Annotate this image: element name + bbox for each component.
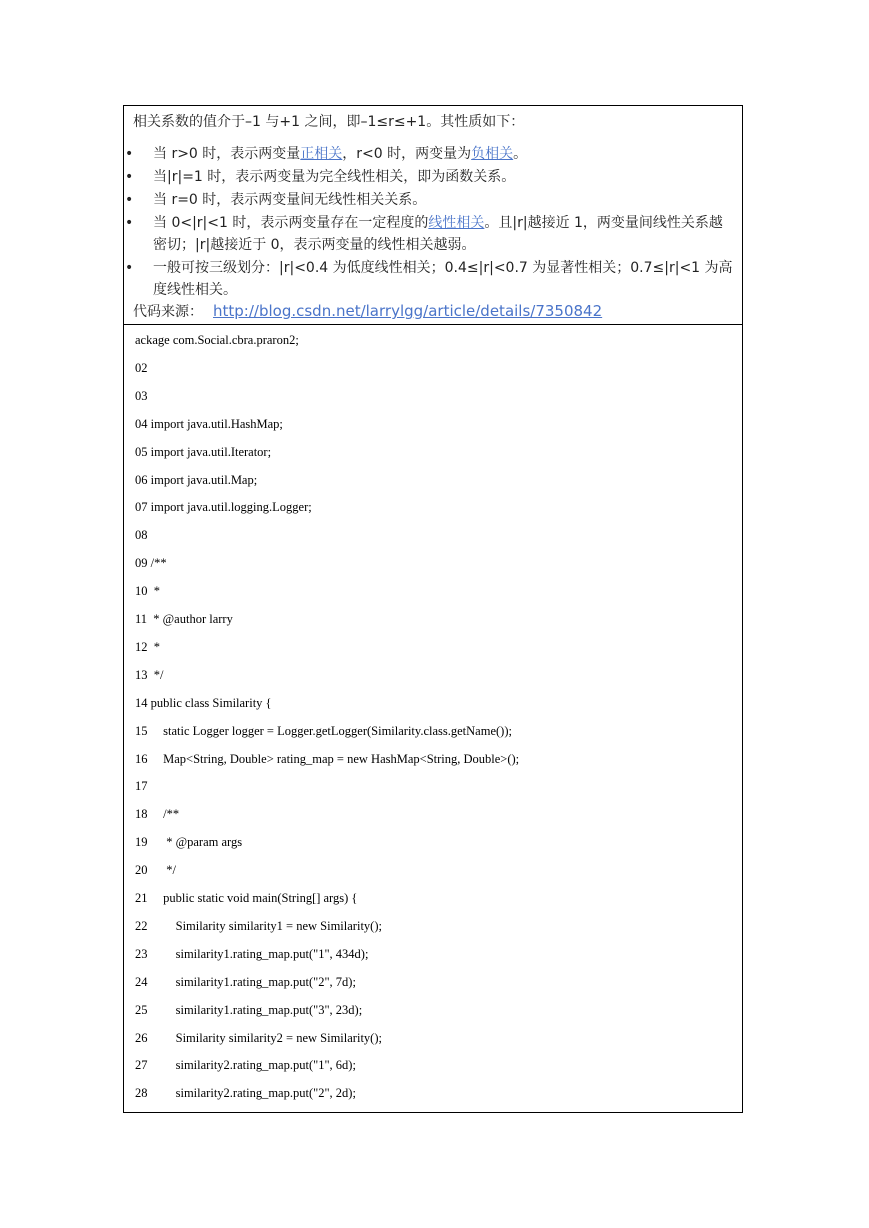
property-item [124,166,736,188]
code-line: 15 static Logger logger = Logger.getLogger(Similarity.class.getName()); [135,723,512,738]
code-line: 06 import java.util.Map; [135,472,258,487]
bullet-text: 当 0<|r|<1 时，表示两变量存在一定程度的 [153,215,429,231]
code-line: 08 [135,528,148,543]
bullet-icon: • [125,260,134,276]
code-line: 18 /** [135,807,180,822]
bullet-text: 当|r|=1 时，表示两变量为完全线性相关，即为函数关系。 [153,169,516,185]
code-line: 12 * [135,639,160,654]
source-label: 代码来源： [133,304,203,320]
bullet-icon: • [125,146,134,162]
code-line: 14 public class Similarity { [135,695,272,710]
code-line: 23 similarity1.rating_map.put("1", 434d); [135,946,369,961]
code-line: 22 Similarity similarity1 = new Similarity(); [135,918,382,933]
code-line: 25 similarity1.rating_map.put("3", 23d); [135,1002,363,1017]
property-list [124,143,736,302]
code-line: ackage com.Social.cbra.praron2; [135,333,299,347]
bullet-text: 当 r=0 时，表示两变量间无线性相关关系。 [153,192,427,208]
term-link[interactable]: 负相关 [471,146,514,162]
term-link[interactable]: 线性相关 [428,215,485,231]
content-table [123,105,743,1113]
property-item [124,143,736,165]
code-line: 17 [135,779,148,794]
code-line: 26 Similarity similarity2 = new Similarity(); [135,1030,382,1045]
code-line: 24 similarity1.rating_map.put("2", 7d); [135,974,356,989]
code-line: 11 * @author larry [135,612,233,626]
code-line: 05 import java.util.Iterator; [135,444,272,459]
code-line: 28 similarity2.rating_map.put("2", 2d); [135,1086,356,1101]
bullet-text: ，r<0 时，两变量为 [342,146,472,162]
code-line: 04 import java.util.HashMap; [135,416,283,431]
code-line: 19 * @param args [135,835,243,850]
code-line: 20 */ [135,863,176,878]
bullet-icon: • [125,169,134,185]
code-line: 16 Map<String, Double> rating_map = new HashMap<String, Double>(); [135,751,520,766]
bullet-text: 当 r>0 时，表示两变量 [153,146,301,162]
code-line: 10 * [135,584,160,599]
code-line: 07 import java.util.logging.Logger; [135,500,312,515]
bullet-icon: • [125,215,134,231]
property-item [124,257,736,301]
code-line: 13 */ [135,667,164,682]
bullet-text: 。且|r|越接近 1，两变量间线性关系越密切；|r|越接近于 0，表示两变量的线性相关越弱。 [153,215,723,253]
property-item [124,189,736,211]
code-line: 02 [135,360,148,375]
code-line: 03 [135,388,148,403]
property-item [124,212,736,256]
code-line: 09 /** [135,556,167,571]
bullet-text: 一般可按三级划分：|r|<0.4 为低度线性相关；0.4≤|r|<0.7 为显著性相关；0.7≤|r|<1 为高度线性相关。 [153,260,733,298]
bullet-text: 。 [513,146,528,162]
term-link[interactable]: 正相关 [300,146,343,162]
code-line: 27 similarity2.rating_map.put("1", 6d); [135,1058,356,1073]
intro-text: 相关系数的值介于–1 与+1 之间，即–1≤r≤+1。其性质如下： [133,114,525,130]
bullet-icon: • [125,192,134,208]
source-line [133,301,602,322]
description-cell [124,106,742,325]
code-line: 21 public static void main(String[] args) { [135,891,358,905]
source-link[interactable]: http://blog.csdn.net/larrylgg/article/details/7350842 [213,302,603,320]
